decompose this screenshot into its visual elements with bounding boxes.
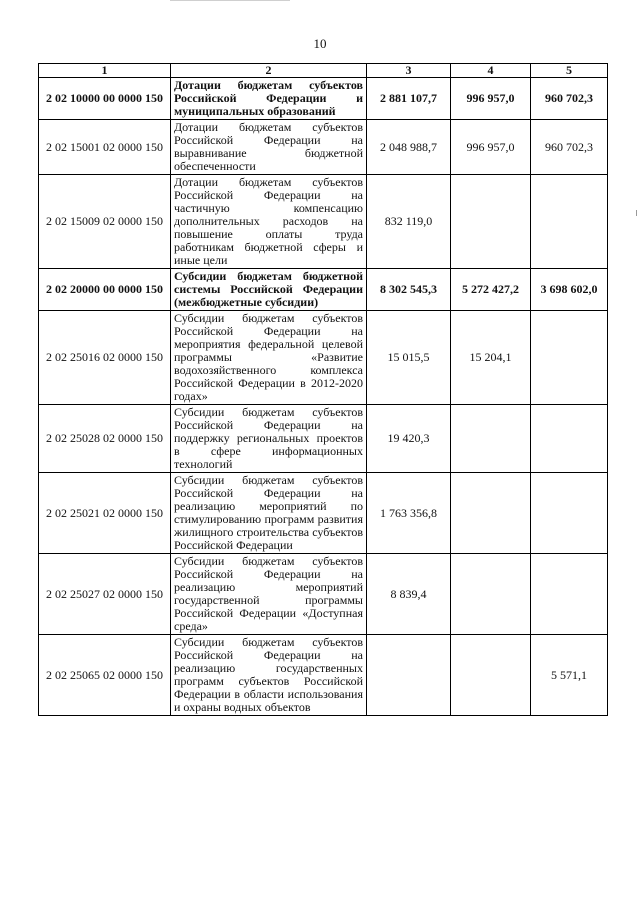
- row-value-col5: [531, 311, 608, 405]
- row-name: Субсидии бюджетам субъектов Российской Федерации на реализацию мероприятий по стимулированию программ развития жилищного строительства субъектов Российской Федерации: [171, 473, 367, 554]
- row-value-col5: 960 702,3: [531, 120, 608, 175]
- row-value-col3: 15 015,5: [367, 311, 451, 405]
- row-value-col3: 1 763 356,8: [367, 473, 451, 554]
- table-row: [39, 120, 608, 175]
- row-name: Дотации бюджетам субъектов Российской Федерации на выравнивание бюджетной обеспеченности: [171, 120, 367, 175]
- scan-edge-mark: [636, 210, 637, 216]
- row-name: Субсидии бюджетам бюджетной системы Российской Федерации (межбюджетные субсидии): [171, 269, 367, 311]
- row-value-col4: [451, 473, 531, 554]
- column-header-1: 1: [39, 64, 171, 78]
- row-value-col4: [451, 405, 531, 473]
- row-code: 2 02 25021 02 0000 150: [39, 473, 171, 554]
- table-row: [39, 405, 608, 473]
- row-name: Субсидии бюджетам субъектов Российской Федерации на реализацию мероприятий государственной программы Российской Федерации «Доступная среда»: [171, 554, 367, 635]
- table-row: [39, 311, 608, 405]
- row-name: Дотации бюджетам субъектов Российской Федерации на частичную компенсацию дополнительных расходов на повышение оплаты труда работникам бюджетной сферы и иные цели: [171, 175, 367, 269]
- table-row: [39, 269, 608, 311]
- row-value-col3: 2 881 107,7: [367, 78, 451, 120]
- row-code: 2 02 10000 00 0000 150: [39, 78, 171, 120]
- row-name: Субсидии бюджетам субъектов Российской Федерации на реализацию государственных программ субъектов Российской Федерации в области использования и охраны водных объектов: [171, 635, 367, 716]
- row-code: 2 02 25016 02 0000 150: [39, 311, 171, 405]
- row-name: Субсидии бюджетам субъектов Российской Федерации на поддержку региональных проектов в сфере информационных технологий: [171, 405, 367, 473]
- row-value-col5: [531, 554, 608, 635]
- table-row: [39, 78, 608, 120]
- row-value-col3: [367, 635, 451, 716]
- row-value-col4: [451, 175, 531, 269]
- table-row: [39, 554, 608, 635]
- table-row: [39, 635, 608, 716]
- row-value-col4: 15 204,1: [451, 311, 531, 405]
- row-value-col5: [531, 473, 608, 554]
- row-value-col5: 960 702,3: [531, 78, 608, 120]
- table-row: [39, 473, 608, 554]
- scan-top-artifact: [170, 0, 290, 1]
- row-code: 2 02 15001 02 0000 150: [39, 120, 171, 175]
- row-value-col3: 2 048 988,7: [367, 120, 451, 175]
- column-header-2: 2: [171, 64, 367, 78]
- budget-table: [38, 63, 608, 716]
- column-header-3: 3: [367, 64, 451, 78]
- row-value-col3: 19 420,3: [367, 405, 451, 473]
- row-value-col4: 996 957,0: [451, 78, 531, 120]
- column-header-4: 4: [451, 64, 531, 78]
- row-code: 2 02 25028 02 0000 150: [39, 405, 171, 473]
- column-header-5: 5: [531, 64, 608, 78]
- row-value-col4: 5 272 427,2: [451, 269, 531, 311]
- table-row: [39, 175, 608, 269]
- table-header-row: [39, 64, 608, 78]
- row-value-col4: [451, 635, 531, 716]
- row-name: Субсидии бюджетам субъектов Российской Федерации на мероприятия федеральной целевой программы «Развитие водохозяйственного комплекса Российской Федерации в 2012-2020 годах»: [171, 311, 367, 405]
- row-value-col3: 832 119,0: [367, 175, 451, 269]
- row-name: Дотации бюджетам субъектов Российской Федерации и муниципальных образований: [171, 78, 367, 120]
- row-code: 2 02 25065 02 0000 150: [39, 635, 171, 716]
- row-code: 2 02 20000 00 0000 150: [39, 269, 171, 311]
- row-code: 2 02 15009 02 0000 150: [39, 175, 171, 269]
- row-value-col5: 3 698 602,0: [531, 269, 608, 311]
- row-code: 2 02 25027 02 0000 150: [39, 554, 171, 635]
- row-value-col5: [531, 405, 608, 473]
- row-value-col4: 996 957,0: [451, 120, 531, 175]
- row-value-col4: [451, 554, 531, 635]
- page-number: 10: [313, 36, 327, 51]
- row-value-col5: 5 571,1: [531, 635, 608, 716]
- row-value-col3: 8 302 545,3: [367, 269, 451, 311]
- row-value-col3: 8 839,4: [367, 554, 451, 635]
- row-value-col5: [531, 175, 608, 269]
